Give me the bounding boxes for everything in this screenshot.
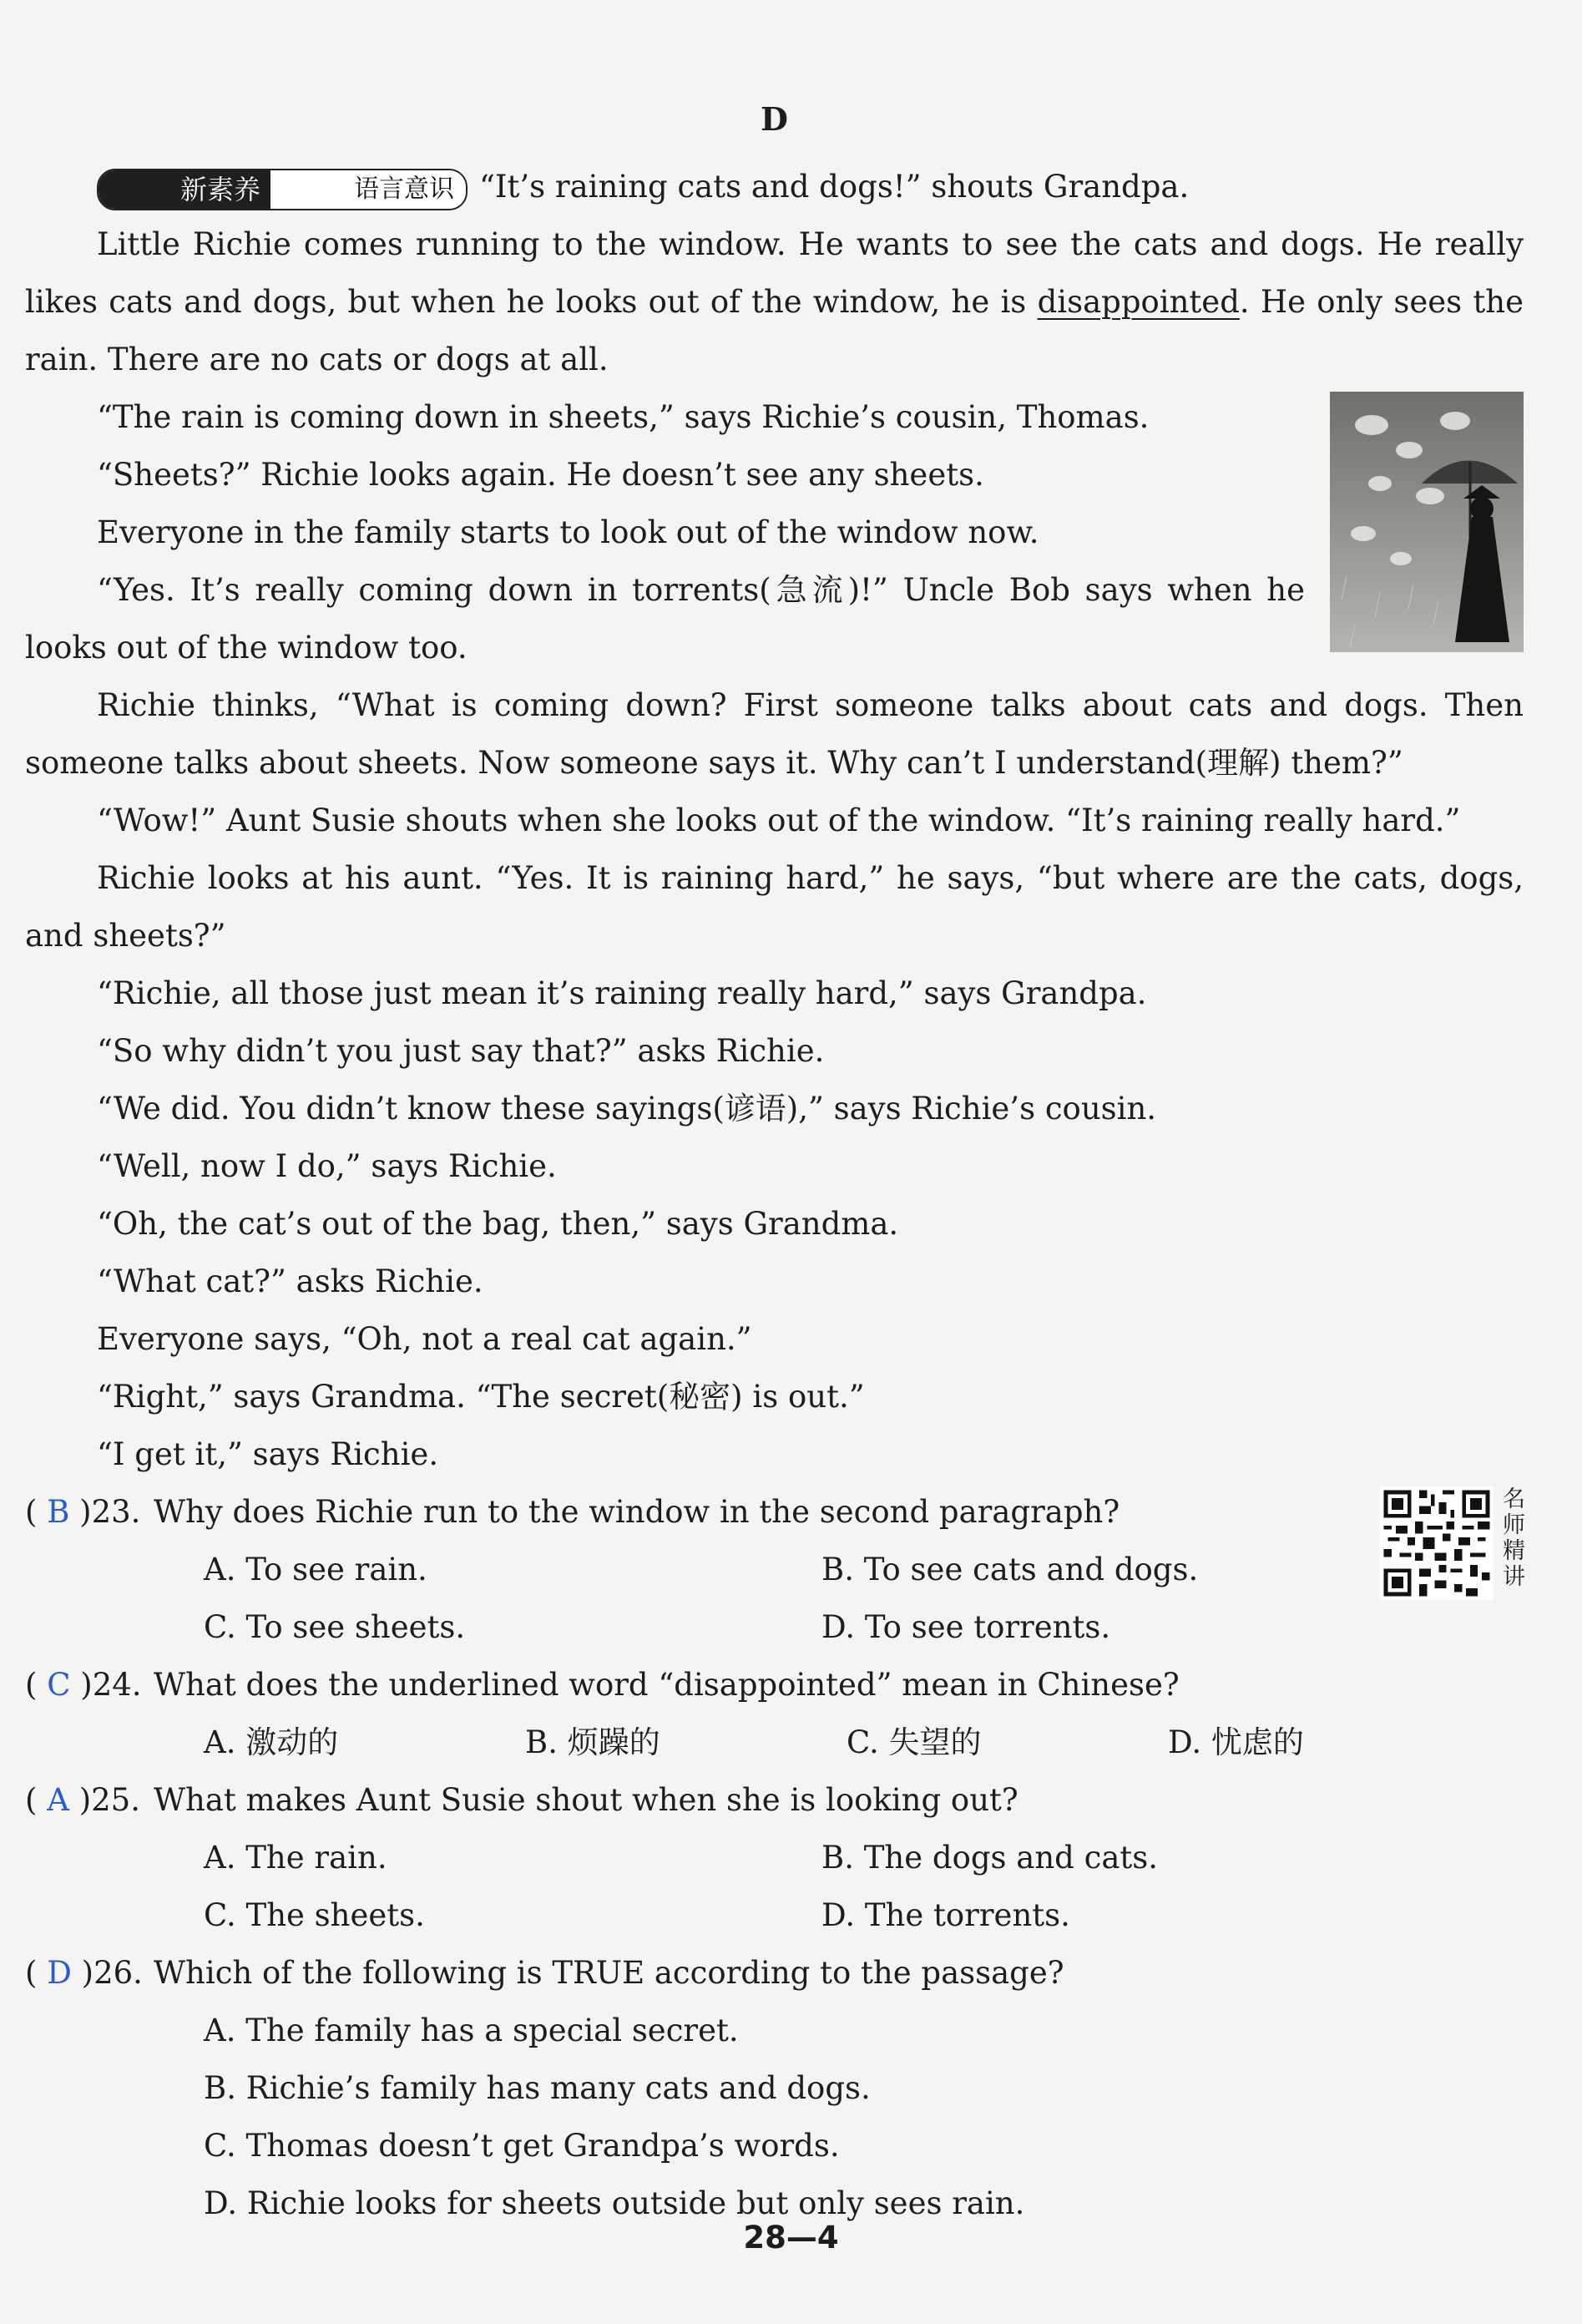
answer-mark: B bbox=[47, 1494, 70, 1530]
question-26 bbox=[25, 1944, 1524, 2232]
option-a: A. The family has a special secret. bbox=[204, 2013, 739, 2048]
option-a: A. 激动的 bbox=[204, 1724, 339, 1760]
question-text: Why does Richie run to the window in the second paragraph? bbox=[154, 1494, 1120, 1530]
paragraph-7: Richie thinks, “What is coming down? First someone talks about cats and dogs. Then someone talks about sheets. Now someone says it. Why can’t I understand(理解) them?” bbox=[25, 687, 1524, 781]
option-d: D. Richie looks for sheets outside but only sees rain. bbox=[204, 2185, 1025, 2221]
paragraph-11: “So why didn’t you just say that?” asks Richie. bbox=[97, 1033, 825, 1069]
paragraph-14: “Oh, the cat’s out of the bag, then,” says Grandma. bbox=[97, 1206, 899, 1242]
paragraph-3: “The rain is coming down in sheets,” says Richie’s cousin, Thomas. bbox=[97, 399, 1150, 435]
paragraph-8: “Wow!” Aunt Susie shouts when she looks out of the window. “It’s raining really hard.” bbox=[97, 803, 1461, 838]
paragraph-4: “Sheets?” Richie looks again. He doesn’t see any sheets. bbox=[97, 457, 984, 493]
paragraph-10: “Richie, all those just mean it’s raining really hard,” says Grandpa. bbox=[97, 975, 1147, 1011]
paragraph-12: “We did. You didn’t know these sayings(谚语),” says Richie’s cousin. bbox=[97, 1091, 1157, 1127]
question-text: Which of the following is TRUE according to the passage? bbox=[154, 1955, 1064, 1991]
literacy-tag bbox=[97, 169, 468, 210]
question-24 bbox=[25, 1656, 1524, 1771]
paragraph-2: Little Richie comes running to the window. He wants to see the cats and dogs. He really likes cats and dogs, but when he looks out of the window, he is disappointed. He only sees the rain. There are no cats or dogs at all. bbox=[25, 226, 1524, 377]
option-a: A. To see rain. bbox=[204, 1552, 427, 1587]
question-text: What makes Aunt Susie shout when she is looking out? bbox=[154, 1782, 1018, 1818]
paragraph-1-text: “It’s raining cats and dogs!” shouts Grandpa. bbox=[479, 169, 1190, 205]
answer-bracket: ( B )23. bbox=[25, 1494, 141, 1530]
paragraph-15: “What cat?” asks Richie. bbox=[97, 1263, 483, 1299]
page-number: 28—4 bbox=[743, 2220, 839, 2256]
option-b: B. 烦躁的 bbox=[525, 1724, 660, 1760]
answer-mark: C bbox=[47, 1667, 71, 1703]
teacher-lecture-qr[interactable] bbox=[1380, 1486, 1524, 1600]
paragraph-17: “Right,” says Grandma. “The secret(秘密) is out.” bbox=[97, 1379, 865, 1415]
option-b: B. To see cats and dogs. bbox=[821, 1552, 1199, 1587]
paragraph-1 bbox=[25, 158, 1524, 215]
rain-illustration bbox=[1330, 392, 1524, 652]
paragraph-13: “Well, now I do,” says Richie. bbox=[97, 1148, 557, 1184]
option-c: C. The sheets. bbox=[204, 1897, 425, 1933]
option-a: A. The rain. bbox=[204, 1840, 387, 1876]
option-b: B. The dogs and cats. bbox=[821, 1840, 1159, 1876]
answer-bracket: ( D )26. bbox=[25, 1955, 143, 1991]
option-c: C. 失望的 bbox=[847, 1724, 982, 1760]
answer-mark: D bbox=[47, 1955, 72, 1991]
tag-right: 语言意识 bbox=[270, 170, 466, 209]
option-d: D. To see torrents. bbox=[821, 1609, 1111, 1645]
answer-mark: A bbox=[47, 1782, 69, 1818]
tag-left: 新素养 bbox=[99, 170, 270, 209]
paragraph-16: Everyone says, “Oh, not a real cat again.” bbox=[97, 1321, 752, 1357]
section-letter: D bbox=[761, 100, 788, 138]
answer-bracket: ( C )24. bbox=[25, 1667, 142, 1703]
paragraph-9: Richie looks at his aunt. “Yes. It is raining hard,” he says, “but where are the cats, dogs, and sheets?” bbox=[25, 860, 1524, 954]
qr-code-icon[interactable] bbox=[1380, 1486, 1494, 1600]
paragraph-6: “Yes. It’s really coming down in torrents(急流)!” Uncle Bob says when he looks out of the window too. bbox=[25, 572, 1305, 666]
question-23 bbox=[25, 1483, 1524, 1656]
question-text: What does the underlined word “disappointed” mean in Chinese? bbox=[154, 1667, 1180, 1703]
paragraph-18: “I get it,” says Richie. bbox=[97, 1436, 439, 1472]
option-d: D. The torrents. bbox=[821, 1897, 1070, 1933]
option-b: B. Richie’s family has many cats and dogs. bbox=[204, 2070, 871, 2106]
option-c: C. Thomas doesn’t get Grandpa’s words. bbox=[204, 2128, 840, 2164]
paragraph-5: Everyone in the family starts to look out of the window now. bbox=[97, 514, 1039, 550]
option-d: D. 忧虑的 bbox=[1168, 1724, 1304, 1760]
underlined-word: disappointed bbox=[1037, 284, 1240, 320]
answer-bracket: ( A )25. bbox=[25, 1782, 140, 1818]
question-25 bbox=[25, 1771, 1524, 1944]
option-c: C. To see sheets. bbox=[204, 1609, 466, 1645]
qr-label: 名师精讲 bbox=[1499, 1486, 1524, 1590]
